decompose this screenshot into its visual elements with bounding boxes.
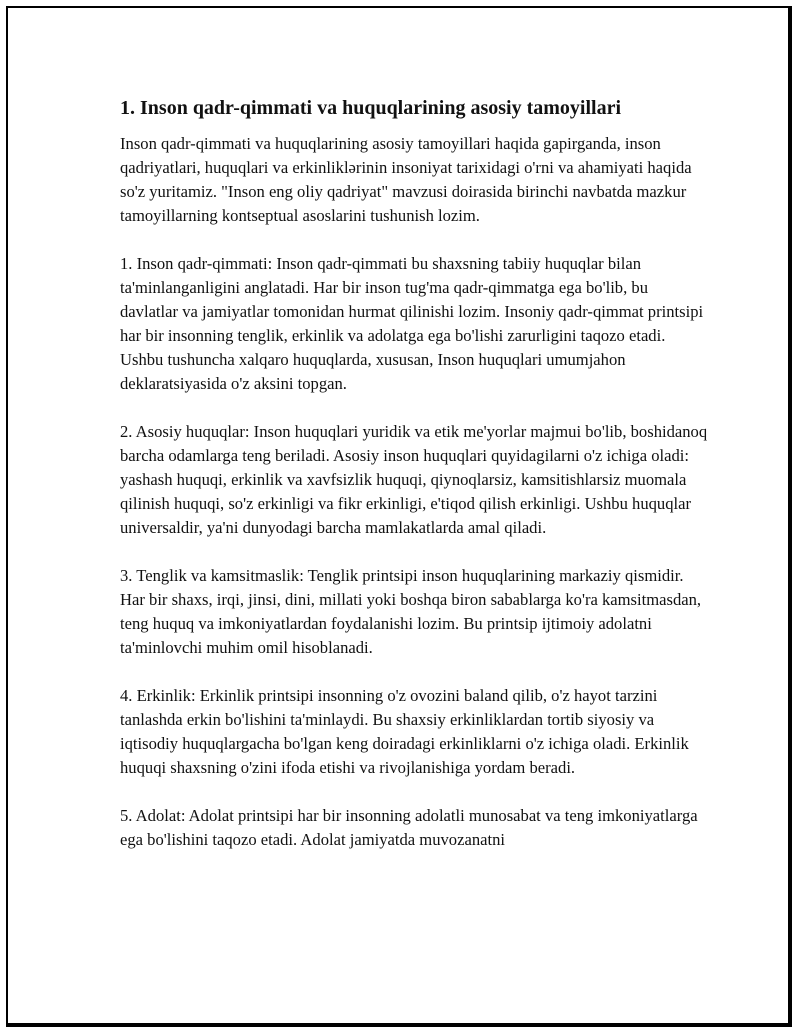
- paragraph-intro: Inson qadr-qimmati va huquqlarining asosiy tamoyillari haqida gapirganda, inson qadriyatlari, huquqlari va erkinliklərinin insoniyat tarixidagi o'rni va ahamiyati haqida so'z yuritamiz. "Inson eng oliy qadriyat" mavzusi doirasida birinchi navbatda mazkur tamoyillarning kontseptual asoslarini tushunish lozim.: [120, 134, 692, 225]
- paragraph-basic-rights: 2. Asosiy huquqlar: Inson huquqlari yuridik va etik me'yorlar majmui bo'lib, boshidanoq barcha odamlarga teng beriladi. Asosiy inson huquqlari quyidagilarni o'z ichiga oladi: yashash huquqi, erkinlik va xavfsizlik huquqi, qiynoqlarsiz, kamsitishlarsiz muomala qilinish huquqi, so'z erkinligi va fikr erkinligi, e'tiqod qilish erkinligi. Ushbu huquqlar universaldir, ya'ni dunyodagi barcha mamlakatlarda amal qiladi.: [120, 422, 708, 537]
- paragraph-equality: 3. Tenglik va kamsitmaslik: Tenglik printsipi inson huquqlarining markaziy qismidir. Har bir shaxs, irqi, jinsi, dini, millati yoki boshqa biron sabablarga ko'ra kamsitmasdan, teng huquq va imkoniyatlardan foydalanishi lozim. Bu printsip ijtimoiy adolatni ta'minlovchi muhim omil hisoblanadi.: [120, 566, 702, 657]
- paragraph-justice: 5. Adolat: Adolat printsipi har bir insonning adolatli munosabat va teng imkoniyatlarga ega bo'lishini taqozo etadi. Adolat jamiyatda muvozanatni: [120, 806, 698, 849]
- document-body: [120, 96, 710, 876]
- paragraph-dignity: 1. Inson qadr-qimmati: Inson qadr-qimmati bu shaxsning tabiiy huquqlar bilan ta'minlanganligini anglatadi. Har bir inson tug'ma qadr-qimmatga ega bo'lib, bu davlatlar va jamiyatlar tomonidan hurmat qilinishi lozim. Insoniy qadr-qimmat printsipi har bir insonning tenglik, erkinlik va adolatga ega bo'lishi zarurligini taqozo etadi. Ushbu tushuncha xalqaro huquqlarda, xususan, Inson huquqlari umumjahon deklaratsiyasida o'z aksini topgan.: [120, 254, 704, 393]
- paragraph-freedom: 4. Erkinlik: Erkinlik printsipi insonning o'z ovozini baland qilib, o'z hayot tarzini tanlashda erkin bo'lishini ta'minlaydi. Bu shaxsiy erkinliklardan tortib siyosiy va iqtisodiy huquqlargacha bo'lgan keng doiradagi erkinliklarni o'z ichiga oladi. Erkinlik huquqi shaxsning o'zini ifoda etishi va rivojlanishiga yordam beradi.: [120, 686, 689, 777]
- document-title: 1. Inson qadr-qimmati va huquqlarining asosiy tamoyillari: [120, 97, 622, 119]
- page-frame: [6, 6, 790, 1025]
